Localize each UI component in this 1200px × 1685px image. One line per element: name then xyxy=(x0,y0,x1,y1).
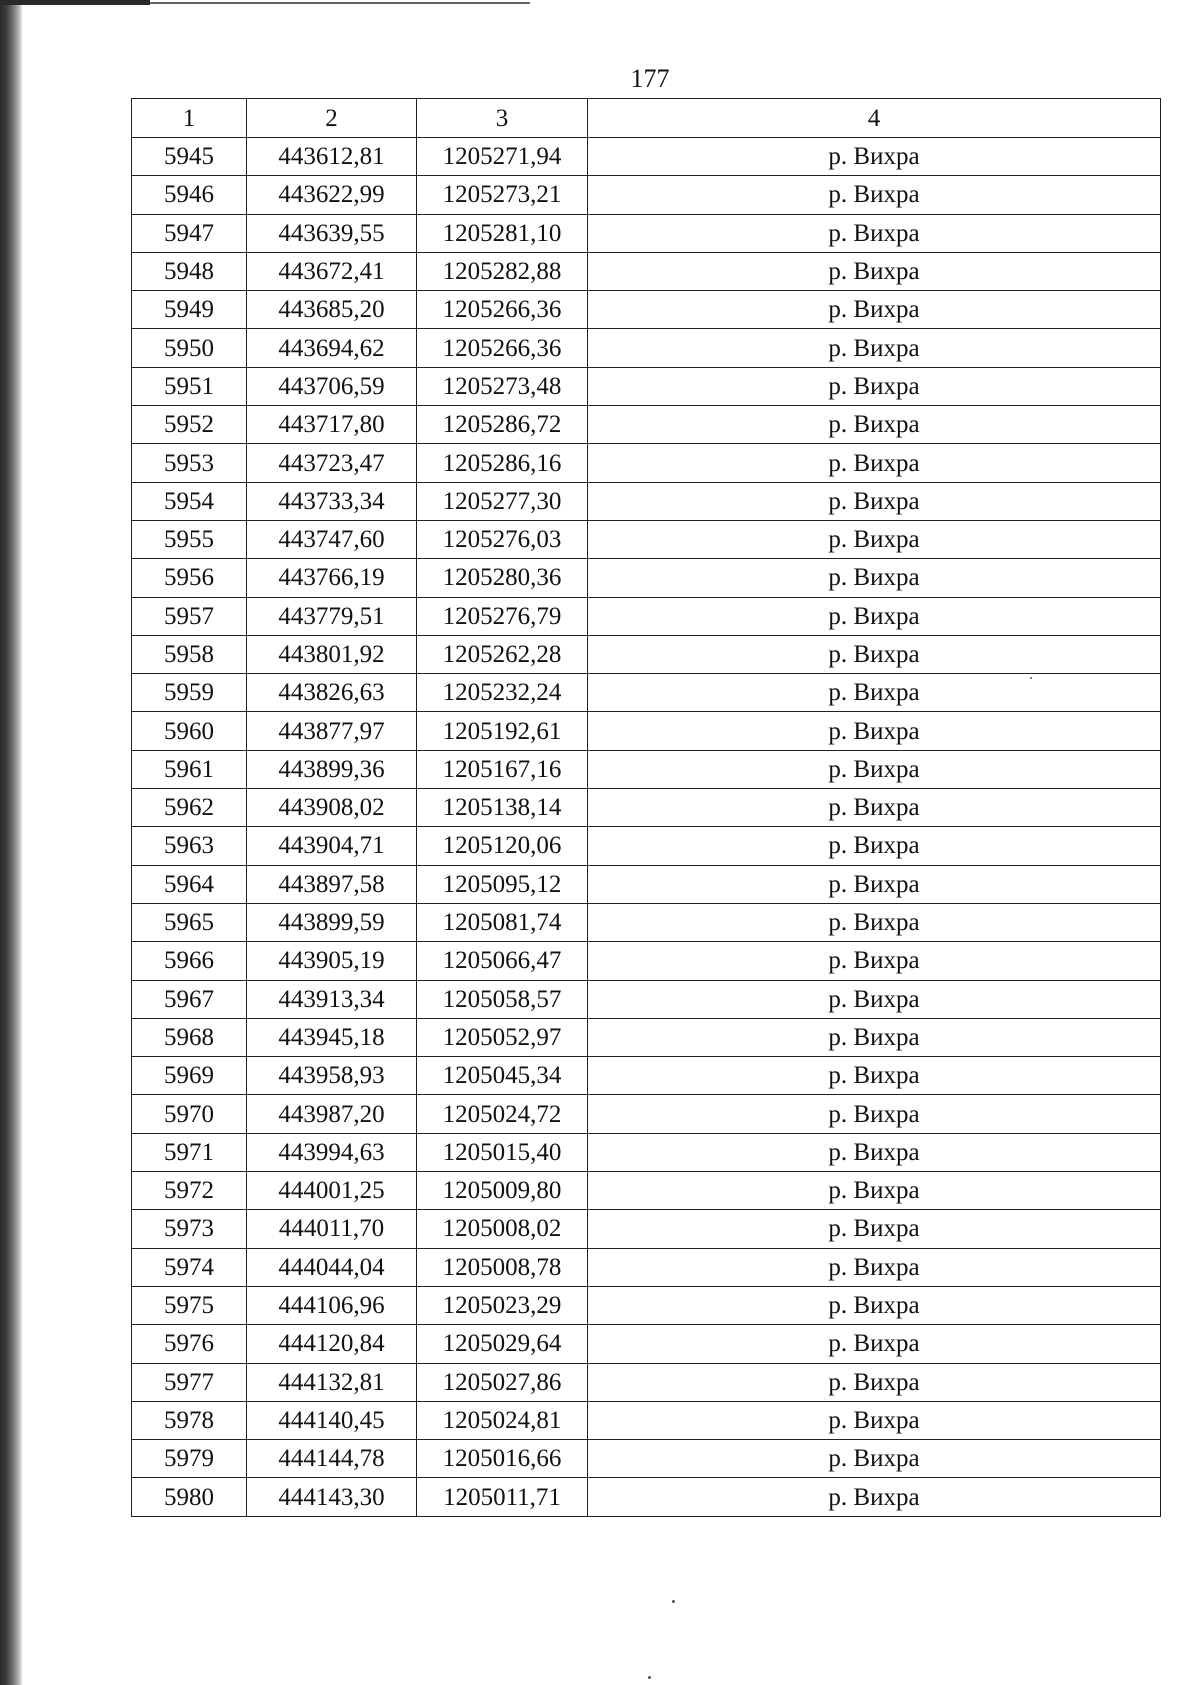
column-header-2: 2 xyxy=(247,99,417,138)
table-row xyxy=(132,1172,1161,1210)
description-cell: р. Вихра xyxy=(588,291,1161,329)
x-coordinate-cell: 443958,93 xyxy=(247,1057,417,1095)
description-cell: р. Вихра xyxy=(588,865,1161,903)
point-number-cell: 5973 xyxy=(132,1210,247,1248)
description-cell: р. Вихра xyxy=(588,176,1161,214)
description-cell: р. Вихра xyxy=(588,1286,1161,1324)
column-header-3: 3 xyxy=(417,99,588,138)
description-cell: р. Вихра xyxy=(588,367,1161,405)
point-number-cell: 5976 xyxy=(132,1325,247,1363)
column-header-4: 4 xyxy=(588,99,1161,138)
table-row xyxy=(132,1325,1161,1363)
table-row xyxy=(132,214,1161,252)
point-number-cell: 5977 xyxy=(132,1363,247,1401)
table-row xyxy=(132,1248,1161,1286)
point-number-cell: 5975 xyxy=(132,1286,247,1324)
table-row xyxy=(132,444,1161,482)
x-coordinate-cell: 444144,78 xyxy=(247,1440,417,1478)
description-cell: р. Вихра xyxy=(588,444,1161,482)
table-row xyxy=(132,1210,1161,1248)
table-body xyxy=(132,138,1161,1517)
point-number-cell: 5955 xyxy=(132,520,247,558)
table-row xyxy=(132,1057,1161,1095)
point-number-cell: 5952 xyxy=(132,406,247,444)
table-header-row xyxy=(132,99,1161,138)
y-coordinate-cell: 1205282,88 xyxy=(417,252,588,290)
scan-speck xyxy=(648,1676,651,1679)
y-coordinate-cell: 1205015,40 xyxy=(417,1133,588,1171)
x-coordinate-cell: 443717,80 xyxy=(247,406,417,444)
y-coordinate-cell: 1205167,16 xyxy=(417,750,588,788)
description-cell: р. Вихра xyxy=(588,138,1161,176)
x-coordinate-cell: 443801,92 xyxy=(247,635,417,673)
description-cell: р. Вихра xyxy=(588,750,1161,788)
y-coordinate-cell: 1205024,72 xyxy=(417,1095,588,1133)
point-number-cell: 5978 xyxy=(132,1401,247,1439)
y-coordinate-cell: 1205095,12 xyxy=(417,865,588,903)
y-coordinate-cell: 1205192,61 xyxy=(417,712,588,750)
table-row xyxy=(132,329,1161,367)
x-coordinate-cell: 444120,84 xyxy=(247,1325,417,1363)
y-coordinate-cell: 1205052,97 xyxy=(417,1018,588,1056)
scan-top-line xyxy=(150,2,530,4)
coordinates-table xyxy=(131,98,1161,1517)
table-row xyxy=(132,559,1161,597)
table-row xyxy=(132,1133,1161,1171)
description-cell: р. Вихра xyxy=(588,329,1161,367)
description-cell: р. Вихра xyxy=(588,1210,1161,1248)
x-coordinate-cell: 443612,81 xyxy=(247,138,417,176)
point-number-cell: 5966 xyxy=(132,942,247,980)
point-number-cell: 5947 xyxy=(132,214,247,252)
x-coordinate-cell: 443622,99 xyxy=(247,176,417,214)
table-row xyxy=(132,712,1161,750)
table-row xyxy=(132,865,1161,903)
point-number-cell: 5945 xyxy=(132,138,247,176)
point-number-cell: 5971 xyxy=(132,1133,247,1171)
table-row xyxy=(132,482,1161,520)
x-coordinate-cell: 444011,70 xyxy=(247,1210,417,1248)
point-number-cell: 5964 xyxy=(132,865,247,903)
y-coordinate-cell: 1205273,48 xyxy=(417,367,588,405)
x-coordinate-cell: 443899,36 xyxy=(247,750,417,788)
y-coordinate-cell: 1205066,47 xyxy=(417,942,588,980)
x-coordinate-cell: 443723,47 xyxy=(247,444,417,482)
x-coordinate-cell: 443899,59 xyxy=(247,903,417,941)
y-coordinate-cell: 1205262,28 xyxy=(417,635,588,673)
y-coordinate-cell: 1205286,16 xyxy=(417,444,588,482)
x-coordinate-cell: 443877,97 xyxy=(247,712,417,750)
y-coordinate-cell: 1205008,78 xyxy=(417,1248,588,1286)
point-number-cell: 5946 xyxy=(132,176,247,214)
description-cell: р. Вихра xyxy=(588,827,1161,865)
description-cell: р. Вихра xyxy=(588,1363,1161,1401)
scan-shadow-edge xyxy=(0,0,22,1685)
point-number-cell: 5962 xyxy=(132,789,247,827)
point-number-cell: 5980 xyxy=(132,1478,247,1516)
point-number-cell: 5967 xyxy=(132,980,247,1018)
table-row xyxy=(132,827,1161,865)
table-row xyxy=(132,635,1161,673)
description-cell: р. Вихра xyxy=(588,712,1161,750)
x-coordinate-cell: 443706,59 xyxy=(247,367,417,405)
y-coordinate-cell: 1205029,64 xyxy=(417,1325,588,1363)
y-coordinate-cell: 1205266,36 xyxy=(417,291,588,329)
x-coordinate-cell: 444140,45 xyxy=(247,1401,417,1439)
point-number-cell: 5951 xyxy=(132,367,247,405)
table-row xyxy=(132,252,1161,290)
table-row xyxy=(132,1363,1161,1401)
x-coordinate-cell: 443639,55 xyxy=(247,214,417,252)
y-coordinate-cell: 1205286,72 xyxy=(417,406,588,444)
x-coordinate-cell: 444044,04 xyxy=(247,1248,417,1286)
y-coordinate-cell: 1205008,02 xyxy=(417,1210,588,1248)
table-row xyxy=(132,1286,1161,1324)
x-coordinate-cell: 443685,20 xyxy=(247,291,417,329)
description-cell: р. Вихра xyxy=(588,1095,1161,1133)
table-row xyxy=(132,138,1161,176)
point-number-cell: 5963 xyxy=(132,827,247,865)
y-coordinate-cell: 1205280,36 xyxy=(417,559,588,597)
point-number-cell: 5954 xyxy=(132,482,247,520)
point-number-cell: 5970 xyxy=(132,1095,247,1133)
column-header-1: 1 xyxy=(132,99,247,138)
description-cell: р. Вихра xyxy=(588,1172,1161,1210)
table-row xyxy=(132,176,1161,214)
y-coordinate-cell: 1205266,36 xyxy=(417,329,588,367)
description-cell: р. Вихра xyxy=(588,214,1161,252)
table-row xyxy=(132,367,1161,405)
table-row xyxy=(132,597,1161,635)
y-coordinate-cell: 1205027,86 xyxy=(417,1363,588,1401)
y-coordinate-cell: 1205273,21 xyxy=(417,176,588,214)
table-row xyxy=(132,789,1161,827)
description-cell: р. Вихра xyxy=(588,674,1161,712)
y-coordinate-cell: 1205011,71 xyxy=(417,1478,588,1516)
scan-speck xyxy=(1030,677,1032,679)
table-row xyxy=(132,291,1161,329)
description-cell: р. Вихра xyxy=(588,559,1161,597)
description-cell: р. Вихра xyxy=(588,789,1161,827)
x-coordinate-cell: 443747,60 xyxy=(247,520,417,558)
point-number-cell: 5969 xyxy=(132,1057,247,1095)
page-number: 177 xyxy=(630,64,670,93)
y-coordinate-cell: 1205009,80 xyxy=(417,1172,588,1210)
description-cell: р. Вихра xyxy=(588,1248,1161,1286)
x-coordinate-cell: 443904,71 xyxy=(247,827,417,865)
point-number-cell: 5965 xyxy=(132,903,247,941)
x-coordinate-cell: 444001,25 xyxy=(247,1172,417,1210)
x-coordinate-cell: 443913,34 xyxy=(247,980,417,1018)
description-cell: р. Вихра xyxy=(588,406,1161,444)
point-number-cell: 5956 xyxy=(132,559,247,597)
y-coordinate-cell: 1205277,30 xyxy=(417,482,588,520)
point-number-cell: 5953 xyxy=(132,444,247,482)
table-row xyxy=(132,1440,1161,1478)
x-coordinate-cell: 444143,30 xyxy=(247,1478,417,1516)
y-coordinate-cell: 1205276,03 xyxy=(417,520,588,558)
x-coordinate-cell: 443945,18 xyxy=(247,1018,417,1056)
y-coordinate-cell: 1205271,94 xyxy=(417,138,588,176)
x-coordinate-cell: 443987,20 xyxy=(247,1095,417,1133)
x-coordinate-cell: 443908,02 xyxy=(247,789,417,827)
y-coordinate-cell: 1205120,06 xyxy=(417,827,588,865)
description-cell: р. Вихра xyxy=(588,942,1161,980)
x-coordinate-cell: 443897,58 xyxy=(247,865,417,903)
description-cell: р. Вихра xyxy=(588,1440,1161,1478)
point-number-cell: 5958 xyxy=(132,635,247,673)
x-coordinate-cell: 444132,81 xyxy=(247,1363,417,1401)
y-coordinate-cell: 1205232,24 xyxy=(417,674,588,712)
scan-top-mark xyxy=(0,0,150,5)
table-row xyxy=(132,750,1161,788)
x-coordinate-cell: 443672,41 xyxy=(247,252,417,290)
table-row xyxy=(132,1095,1161,1133)
table-row xyxy=(132,980,1161,1018)
table-row xyxy=(132,942,1161,980)
point-number-cell: 5949 xyxy=(132,291,247,329)
y-coordinate-cell: 1205058,57 xyxy=(417,980,588,1018)
table-row xyxy=(132,903,1161,941)
description-cell: р. Вихра xyxy=(588,1057,1161,1095)
table-row xyxy=(132,1018,1161,1056)
point-number-cell: 5957 xyxy=(132,597,247,635)
y-coordinate-cell: 1205024,81 xyxy=(417,1401,588,1439)
description-cell: р. Вихра xyxy=(588,597,1161,635)
description-cell: р. Вихра xyxy=(588,252,1161,290)
x-coordinate-cell: 444106,96 xyxy=(247,1286,417,1324)
y-coordinate-cell: 1205045,34 xyxy=(417,1057,588,1095)
table-row xyxy=(132,406,1161,444)
x-coordinate-cell: 443779,51 xyxy=(247,597,417,635)
point-number-cell: 5948 xyxy=(132,252,247,290)
description-cell: р. Вихра xyxy=(588,1325,1161,1363)
y-coordinate-cell: 1205276,79 xyxy=(417,597,588,635)
point-number-cell: 5968 xyxy=(132,1018,247,1056)
table-row xyxy=(132,674,1161,712)
description-cell: р. Вихра xyxy=(588,903,1161,941)
x-coordinate-cell: 443766,19 xyxy=(247,559,417,597)
y-coordinate-cell: 1205138,14 xyxy=(417,789,588,827)
description-cell: р. Вихра xyxy=(588,980,1161,1018)
description-cell: р. Вихра xyxy=(588,1401,1161,1439)
y-coordinate-cell: 1205023,29 xyxy=(417,1286,588,1324)
x-coordinate-cell: 443994,63 xyxy=(247,1133,417,1171)
x-coordinate-cell: 443826,63 xyxy=(247,674,417,712)
x-coordinate-cell: 443694,62 xyxy=(247,329,417,367)
point-number-cell: 5974 xyxy=(132,1248,247,1286)
y-coordinate-cell: 1205016,66 xyxy=(417,1440,588,1478)
table-row xyxy=(132,520,1161,558)
x-coordinate-cell: 443733,34 xyxy=(247,482,417,520)
x-coordinate-cell: 443905,19 xyxy=(247,942,417,980)
point-number-cell: 5960 xyxy=(132,712,247,750)
point-number-cell: 5979 xyxy=(132,1440,247,1478)
description-cell: р. Вихра xyxy=(588,635,1161,673)
description-cell: р. Вихра xyxy=(588,1133,1161,1171)
description-cell: р. Вихра xyxy=(588,482,1161,520)
table-row xyxy=(132,1478,1161,1516)
y-coordinate-cell: 1205081,74 xyxy=(417,903,588,941)
table-row xyxy=(132,1401,1161,1439)
point-number-cell: 5950 xyxy=(132,329,247,367)
point-number-cell: 5959 xyxy=(132,674,247,712)
description-cell: р. Вихра xyxy=(588,1478,1161,1516)
description-cell: р. Вихра xyxy=(588,1018,1161,1056)
y-coordinate-cell: 1205281,10 xyxy=(417,214,588,252)
scan-speck xyxy=(672,1600,675,1603)
point-number-cell: 5961 xyxy=(132,750,247,788)
point-number-cell: 5972 xyxy=(132,1172,247,1210)
description-cell: р. Вихра xyxy=(588,520,1161,558)
